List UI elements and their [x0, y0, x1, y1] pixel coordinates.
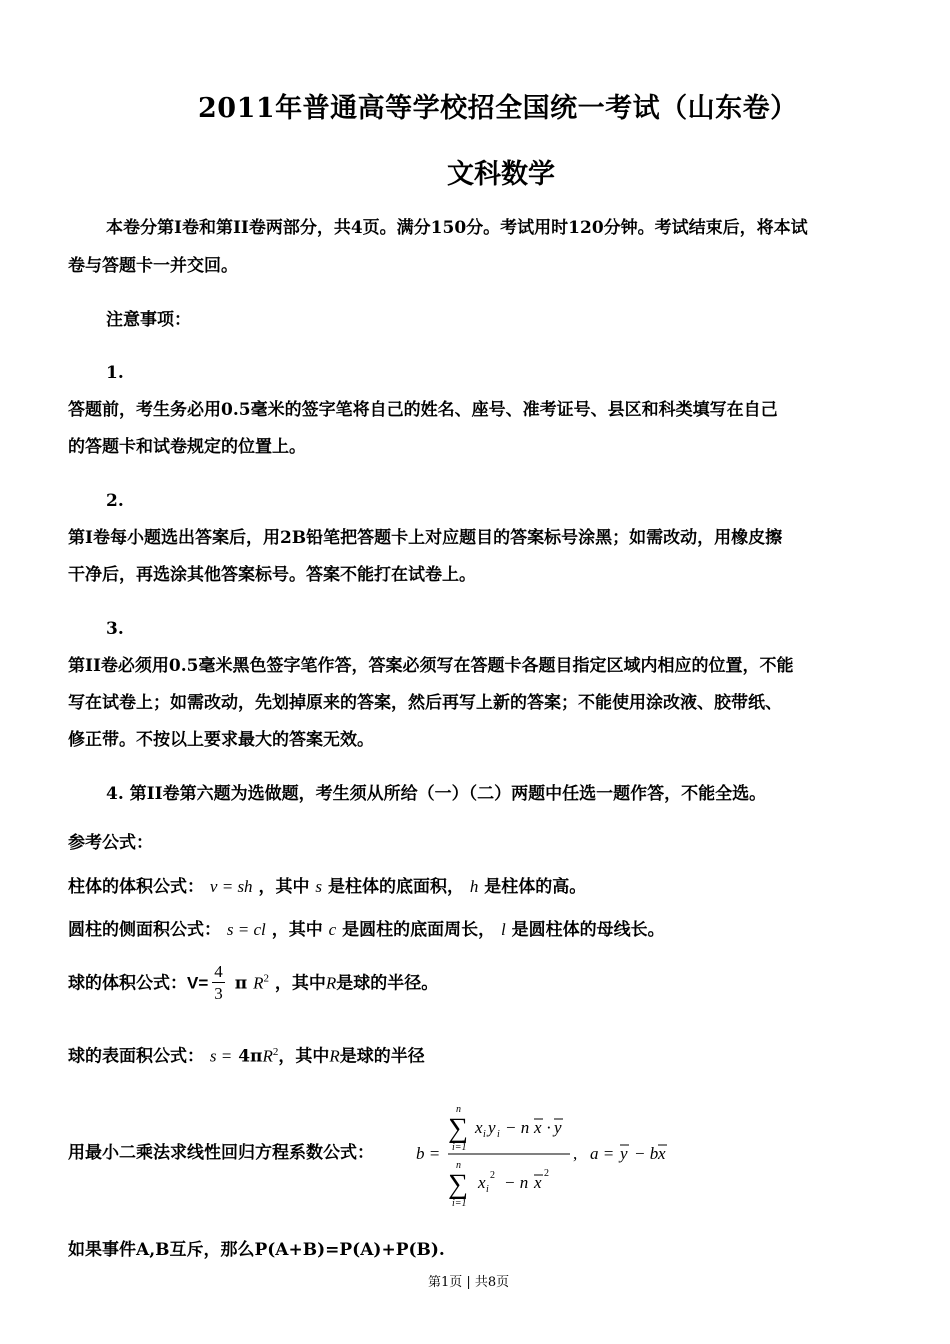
formula-sphere-volume-pi: π — [234, 973, 248, 994]
formula-sphere-area-text-1: ，其中 — [278, 1046, 330, 1067]
formula-sphere-volume-text-1: ，其中 — [274, 973, 326, 994]
denominator-xbar: x — [534, 1173, 542, 1192]
numerator-y-sub: i — [497, 1129, 500, 1140]
sum-top-n: n — [456, 1104, 461, 1115]
a-equals: a = — [590, 1144, 615, 1163]
formula-sphere-area-coef: 4π — [238, 1046, 263, 1067]
denominator-xbar-sq: 2 — [544, 1168, 549, 1179]
a-minus-b: − b — [634, 1144, 659, 1163]
formula-sphere-volume — [68, 962, 438, 1005]
formula-prism-expr: v = sh — [209, 877, 253, 896]
formula-prism-label: 柱体的体积公式： — [68, 877, 204, 897]
formula-cylinder-expr: s = cl — [226, 920, 266, 939]
sum-bottom-i: i=1 — [452, 1142, 467, 1153]
page-footer: 第1页 | 共8页 — [428, 1275, 510, 1290]
item-2-line-1: 第I卷每小题选出答案后，用2B铅笔把答题卡上对应题目的答案标号涂黑；如需改动，用橡皮擦 — [68, 528, 783, 548]
sum-sigma: ∑ — [448, 1113, 468, 1144]
item-1-number: 1. — [106, 363, 124, 383]
den-sum-sigma: ∑ — [448, 1169, 468, 1200]
item-3-line-1: 第II卷必须用0.5毫米黑色签字笔作答，答案必须写在答题卡各题目指定区域内相应的位置，不能 — [68, 656, 794, 676]
formula-prism-text-1: ，其中 — [258, 877, 310, 897]
item-3-line-3: 修正带。不按以上要求最大的答案无效。 — [68, 730, 374, 750]
formula-events: 如果事件A,B互斥，那么P(A+B)=P(A)+P(B). — [68, 1240, 445, 1260]
intro-line-1: 本卷分第I卷和第II卷两部分，共4页。满分150分。考试用时120分钟。考试结束后，将本试 — [106, 218, 808, 238]
formula-sphere-area-label: 球的表面积公式： — [68, 1046, 204, 1067]
formula-sphere-area — [68, 1042, 425, 1067]
regression-comma: , — [573, 1144, 578, 1163]
formula-cylinder-text-3: 是圆柱体的母线长。 — [511, 920, 665, 940]
denominator-x: x — [478, 1173, 486, 1192]
formula-sphere-area-text-2: 是球的半径 — [339, 1046, 425, 1067]
formula-sphere-volume-exp: 2 — [263, 972, 269, 985]
formula-prism-text-2: 是柱体的底面积， — [327, 877, 464, 897]
fraction-numerator: 4 — [214, 962, 223, 981]
formula-sphere-area-var: R — [329, 1046, 340, 1066]
numerator-xbar: x — [534, 1118, 542, 1137]
page-subtitle: 文科数学 — [447, 159, 555, 190]
formula-sphere-area-exp: 2 — [272, 1046, 279, 1058]
denominator-x-sub: i — [486, 1184, 489, 1195]
notice-heading: 注意事项： — [106, 310, 191, 330]
a-ybar: y — [620, 1144, 628, 1163]
numerator-x: x — [475, 1118, 483, 1137]
den-sum-top-n: n — [456, 1160, 461, 1171]
formulas-heading: 参考公式： — [68, 833, 153, 853]
formula-cylinder-label: 圆柱的侧面积公式： — [68, 920, 221, 940]
formula-sphere-volume-var: R — [325, 973, 337, 993]
item-2-line-2: 干净后，再选涂其他答案标号。答案不能打在试卷上。 — [68, 565, 476, 585]
formula-sphere-area-s: s = — [209, 1046, 233, 1066]
formula-sphere-area-r: R — [262, 1046, 273, 1066]
a-xbar: x — [658, 1144, 666, 1163]
formula-regression-equation — [410, 1098, 690, 1208]
formula-prism-text-3: 是柱体的高。 — [484, 877, 587, 897]
item-4: 4. 第II卷第六题为选做题，考生须从所给（一）（二）两题中任选一题作答，不能全选。 — [106, 784, 767, 804]
numerator-y: y — [488, 1118, 496, 1137]
formula-prism-var-2: h — [469, 877, 479, 896]
item-2-number: 2. — [106, 491, 124, 511]
formula-regression-label: 用最小二乘法求线性回归方程系数公式： — [68, 1143, 374, 1163]
formula-cylinder-text-1: ，其中 — [271, 920, 323, 940]
item-3-line-2: 写在试卷上；如需改动，先划掉原来的答案，然后再写上新的答案；不能使用涂改液、胶带纸、 — [68, 693, 782, 713]
formula-cylinder-var-2: l — [501, 920, 506, 939]
formula-cylinder-var-1: c — [328, 920, 337, 939]
numerator-dot: · — [546, 1118, 552, 1137]
b-equals: b = — [416, 1144, 441, 1163]
numerator-ybar: y — [554, 1118, 562, 1137]
numerator-x-sub: i — [483, 1129, 486, 1140]
formula-cylinder — [68, 920, 665, 940]
page-title: 2011年普通高等学校招全国统一考试（山东卷） — [198, 93, 798, 124]
denominator-x-sq: 2 — [490, 1170, 495, 1181]
formula-prism-var-1: s — [315, 877, 323, 896]
item-1-line-1: 答题前，考生务必用0.5毫米的签字笔将自己的姓名、座号、准考证号、县区和科类填写在自己 — [68, 400, 778, 420]
formula-sphere-volume-text-2: 是球的半径。 — [336, 973, 439, 994]
item-1-line-2: 的答题卡和试卷规定的位置上。 — [68, 437, 306, 457]
formula-cylinder-text-2: 是圆柱的底面周长， — [342, 920, 496, 940]
formula-sphere-volume-r: R — [253, 973, 264, 993]
denominator-minus-n: − n — [504, 1173, 529, 1192]
formula-sphere-volume-label: 球的体积公式： — [68, 973, 187, 994]
den-sum-bottom-i: i=1 — [452, 1198, 467, 1208]
formula-prism — [68, 877, 586, 897]
numerator-minus-n: − n — [505, 1118, 530, 1137]
formula-sphere-volume-v: V= — [187, 973, 209, 993]
fraction-denominator: 3 — [214, 984, 223, 1003]
item-3-number: 3. — [106, 619, 124, 639]
intro-line-2: 卷与答题卡一并交回。 — [68, 256, 238, 276]
formula-sphere-volume-fraction — [212, 962, 225, 1005]
